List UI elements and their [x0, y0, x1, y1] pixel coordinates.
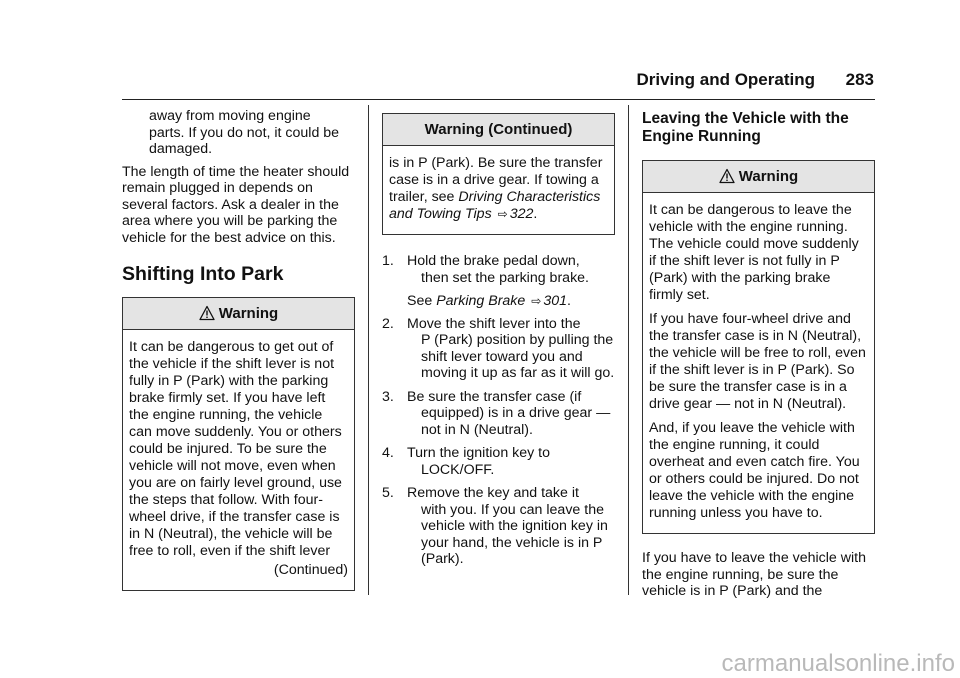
warning-box-header [123, 298, 354, 330]
list-item: 1. Hold the brake pedal down, then set the parking brake. [382, 253, 589, 286]
warning-icon [719, 164, 735, 195]
column-2 [382, 108, 615, 575]
warning-continued-header: Warning (Continued) [383, 114, 614, 146]
list-item: 3. Be sure the transfer case (if equipped) is in a drive gear — not in N (Neutral). [382, 388, 611, 438]
parking-brake-link[interactable]: Parking Brake [436, 293, 526, 309]
towing-tips-link[interactable]: Driving Characteristics and Towing Tips [389, 189, 601, 222]
closing-paragraph: If you have to leave the vehicle with the engine running, be sure the vehicle is in P (Park) and the [642, 550, 866, 599]
warning-title: Warning [218, 304, 279, 322]
warning-paragraph: And, if you leave the vehicle with the engine running, it could overheat and even catch fire. You or others could be injured. Do not leave the vehicle with the engine running unless you have to. [649, 420, 860, 521]
page-number: 283 [845, 70, 874, 89]
engine-running-warning-header [643, 161, 874, 193]
column-1 [122, 108, 355, 591]
engine-running-warning-body [643, 193, 874, 533]
warning-icon [199, 301, 215, 332]
parking-brake-page[interactable]: 301 [543, 293, 567, 309]
towing-tips-page[interactable]: 322 [509, 206, 534, 222]
warning-title: Warning [738, 168, 799, 185]
see-parking-brake: See Parking Brake ⇨ 301. [407, 293, 571, 309]
park-steps-list-cont [382, 316, 615, 568]
engine-running-warning-box [642, 160, 875, 534]
continued-label: (Continued) [273, 561, 348, 578]
header-rule [122, 99, 875, 100]
column-separator-1 [368, 105, 369, 595]
warning-continued-text: is in P (Park). Be sure the transfer case is in a drive gear. If towing a trailer, see Driving Characteristics and Towing Tips ⇨ 322. [389, 155, 603, 222]
warning-box-body [123, 330, 354, 590]
list-item: 5. Remove the key and take it with you. If you can leave the vehicle with the ignition key in your hand, the vehicle is in P (Park). [382, 485, 608, 567]
section-heading-engine-running: Leaving the Vehicle with the Engine Running [642, 110, 849, 145]
intro-continuation: away from moving engine parts. If you do not, it could be damaged. [149, 108, 340, 157]
section-heading: Shifting Into Park [122, 263, 284, 285]
warning-paragraph: If you have four-wheel drive and the transfer case is in N (Neutral), the vehicle will be free to roll, even if the shift lever is in P (Park). So be sure the transfer case is in a drive gear — not in N (Neutral). [649, 311, 866, 412]
header-section-title: Driving and Operating [636, 70, 815, 89]
watermark: carmanualsonline.info [721, 650, 955, 677]
park-steps-list [382, 253, 615, 286]
warning-text: It can be dangerous to get out of the vehicle if the shift lever is not fully in P (Park) with the parking brake firmly set. If you have left the engine running, the vehicle can move suddenly. You or others could be injured. To be sure the vehicle will not move, even when you are on fairly level ground, use the steps that follow. With four-wheel drive, if the transfer case is in N (Neutral), the vehicle will be free to roll, even if the shift lever [129, 338, 342, 559]
column-3 [642, 108, 875, 606]
warning-continued-body [383, 146, 614, 234]
page-ref-arrow-icon: ⇨ [531, 294, 542, 308]
column-separator-2 [628, 105, 629, 595]
warning-paragraph: It can be dangerous to leave the vehicle with the engine running. The vehicle could move suddenly if the shift lever is not fully in P (Park) with the parking brake firmly set. [649, 202, 859, 303]
warning-continued-box [382, 113, 615, 235]
list-item: 2. Move the shift lever into the P (Park) position by pulling the shift lever toward you and moving it up as far as it will go. [382, 315, 615, 381]
list-item: 4. Turn the ignition key to LOCK/OFF. [382, 445, 551, 478]
warning-box [122, 297, 355, 591]
page-ref-arrow-icon: ⇨ [497, 207, 508, 221]
heater-paragraph: The length of time the heater should remain plugged in depends on several factors. Ask a dealer in the area where you will be parking the vehicle for the best advice on this. [122, 163, 350, 246]
